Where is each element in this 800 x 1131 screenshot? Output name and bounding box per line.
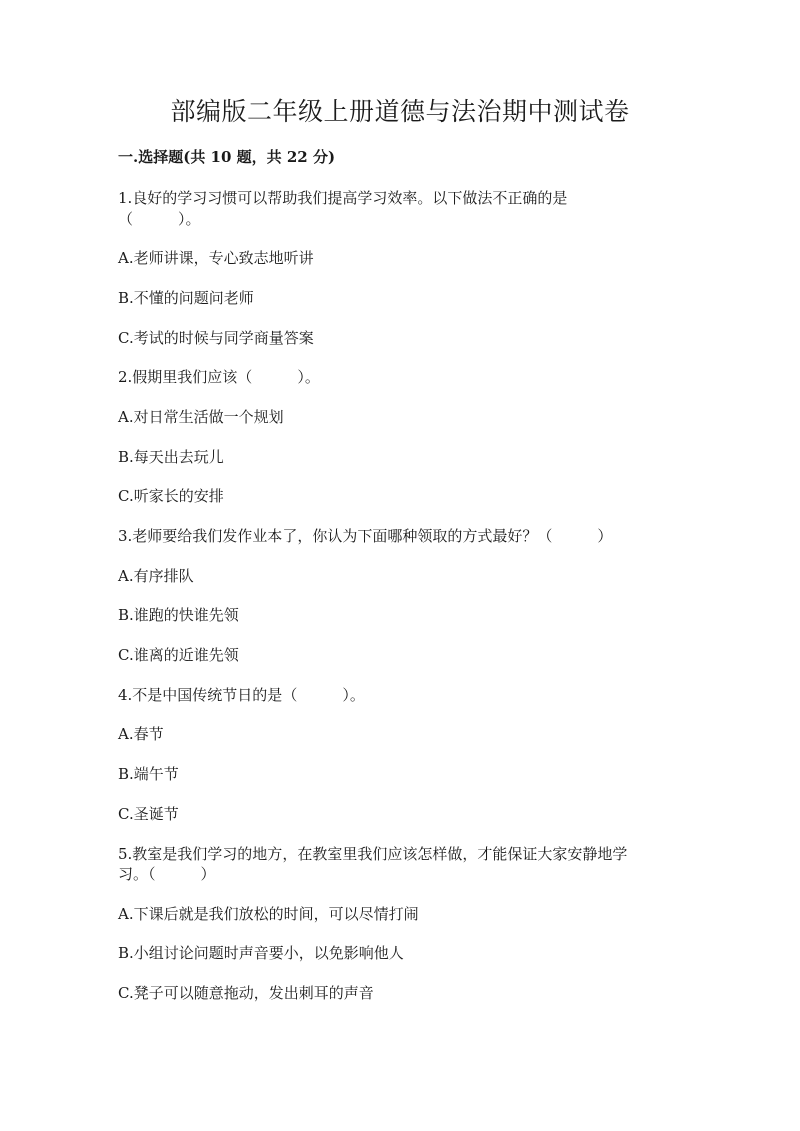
- question-4-option-c: C.圣诞节: [118, 805, 179, 823]
- question-1-stem-cont: （ ）。: [118, 210, 201, 228]
- question-1-option-b: B.不懂的问题问老师: [118, 289, 254, 307]
- question-1-option-c: C.考试的时候与同学商量答案: [118, 329, 314, 347]
- question-2-option-b: B.每天出去玩儿: [118, 448, 224, 466]
- question-1-option-a: A.老师讲课，专心致志地听讲: [118, 249, 314, 267]
- question-3-option-a: A.有序排队: [118, 567, 194, 585]
- question-5-option-c: C.凳子可以随意拖动，发出刺耳的声音: [118, 984, 374, 1002]
- question-5-stem-cont: 习。（ ）: [118, 865, 216, 883]
- question-3-stem: 3.老师要给我们发作业本了，你认为下面哪种领取的方式最好？（ ）: [118, 527, 613, 545]
- page-title: 部编版二年级上册道德与法治期中测试卷: [170, 97, 630, 126]
- question-4-option-b: B.端午节: [118, 765, 179, 783]
- question-5-option-a: A.下课后就是我们放松的时间，可以尽情打闹: [118, 905, 419, 923]
- question-3-option-c: C.谁离的近谁先领: [118, 646, 239, 664]
- question-3-option-b: B.谁跑的快谁先领: [118, 606, 239, 624]
- section-heading: 一.选择题(共 10 题，共 22 分): [118, 148, 336, 166]
- question-4-stem: 4.不是中国传统节日的是（ ）。: [118, 686, 365, 704]
- question-1-stem: 1.良好的学习习惯可以帮助我们提高学习效率。以下做法不正确的是: [118, 189, 568, 207]
- question-2-option-a: A.对日常生活做一个规划: [118, 408, 284, 426]
- question-5-option-b: B.小组讨论问题时声音要小，以免影响他人: [118, 944, 404, 962]
- question-2-stem: 2.假期里我们应该（ ）。: [118, 368, 320, 386]
- question-5-stem: 5.教室是我们学习的地方，在教室里我们应该怎样做，才能保证大家安静地学: [118, 845, 628, 863]
- question-2-option-c: C.听家长的安排: [118, 487, 224, 505]
- question-4-option-a: A.春节: [118, 725, 164, 743]
